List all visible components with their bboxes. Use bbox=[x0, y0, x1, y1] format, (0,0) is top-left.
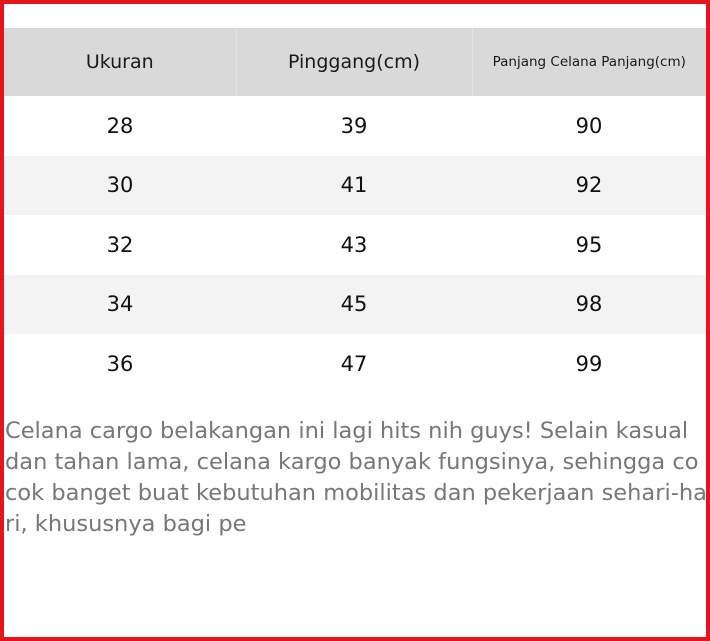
table-row bbox=[4, 156, 706, 216]
cell-size: 30 bbox=[4, 156, 236, 216]
header-waist: Pinggang(cm) bbox=[236, 28, 472, 96]
cell-size: 32 bbox=[106, 232, 134, 257]
cell-waist: 43 bbox=[340, 232, 368, 257]
table-row bbox=[4, 215, 706, 275]
cell-size: 28 bbox=[106, 113, 134, 138]
table-header-row bbox=[4, 28, 706, 96]
header-trouser-length: Panjang Celana Panjang(cm) bbox=[472, 28, 706, 96]
cell-length: 90 bbox=[575, 113, 603, 138]
cell-length: 92 bbox=[472, 156, 706, 216]
header-size: Ukuran bbox=[4, 28, 236, 96]
cell-waist: 39 bbox=[340, 113, 368, 138]
size-chart-table bbox=[4, 28, 706, 394]
cell-length: 95 bbox=[575, 232, 603, 257]
cell-size: 36 bbox=[106, 351, 134, 376]
cell-length: 98 bbox=[472, 275, 706, 335]
table-row bbox=[4, 275, 706, 335]
product-description: Celana cargo belakangan ini lagi hits nih guys! Selain kasual dan tahan lama, celana kargo banyak fungsinya, sehingga cocok banget buat kebutuhan mobilitas dan pekerjaan sehari-hari, khususnya bagi pe bbox=[5, 418, 707, 537]
table-row bbox=[4, 96, 706, 156]
cell-waist: 41 bbox=[236, 156, 472, 216]
cell-length: 99 bbox=[575, 351, 603, 376]
cell-waist: 47 bbox=[340, 351, 368, 376]
cell-size: 34 bbox=[4, 275, 236, 335]
table-row bbox=[4, 334, 706, 394]
cell-waist: 45 bbox=[236, 275, 472, 335]
